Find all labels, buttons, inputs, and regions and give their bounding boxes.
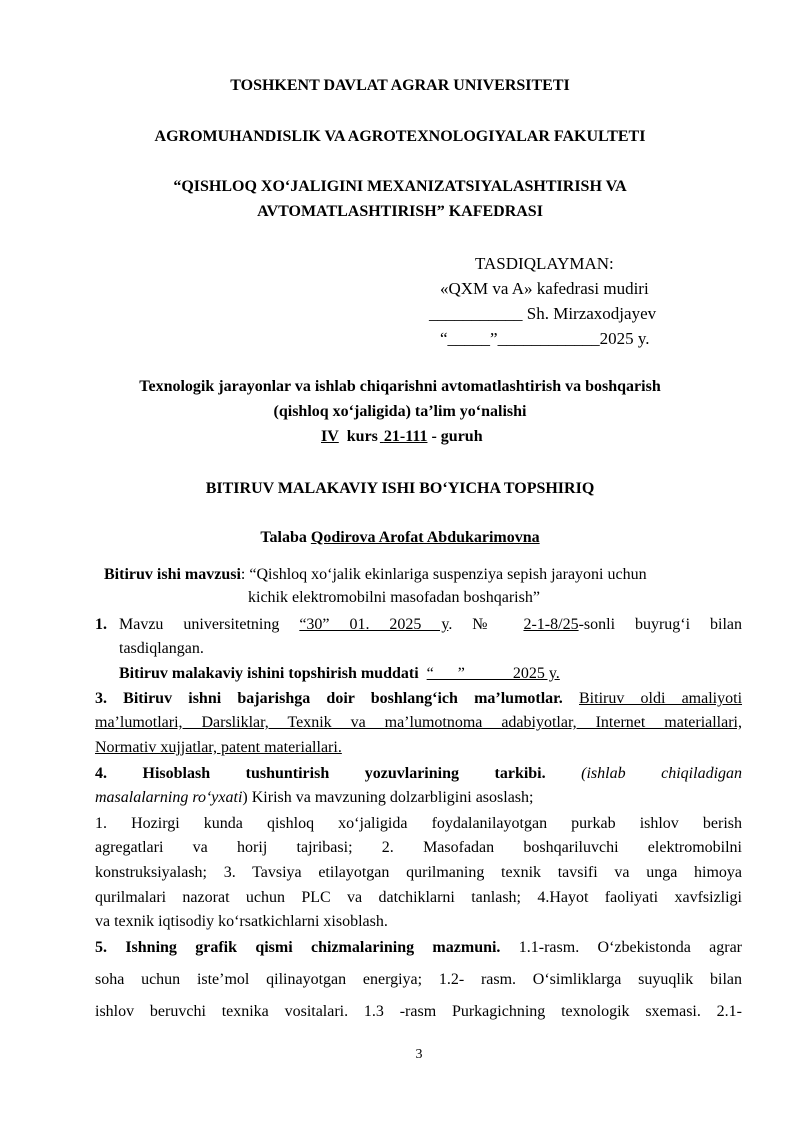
item5-label: 5. Ishning grafik qismi chizmalarining mazmuni. [95,939,501,956]
university-title: TOSHKENT DAVLAT AGRAR UNIVERSITETI [230,77,570,94]
item3-text-line2: ma’lumotlari, Darsliklar, Texnik va ma’lumotnoma adabiyotlar, Internet materiallari, [95,714,742,731]
page-number: 3 [415,1047,423,1062]
student-name: Qodirova Arofat Abdukarimovna [310,529,540,546]
assignment-title: BITIRUV MALAKAVIY ISHI BO‘YICHA TOPSHIRIQ [205,480,595,497]
item4-italic2: masalalarning ro‘yxati [95,789,243,806]
item4-rest2: ) Kirish va mavzuning dolzarbligini asoslash; [242,789,534,806]
item5-text-line1: 1.1-rasm. O‘zbekistonda agrar [518,939,743,956]
faculty-title: AGROMUHANDISLIK VA AGROTEXNOLOGIYALAR FAKULTETI [154,128,646,145]
item5-line1 [95,939,742,957]
item4-line4: agregatlari va horij tajribasi; 2. Masofadan boshqariluvchi elektromobilni [95,839,742,856]
approval-position: «QXM va A» kafedrasi mudiri [440,279,649,298]
item3-line1 [95,690,742,708]
deadline-value: “ ” 2025 y. [426,665,560,682]
item4-line6: qurilmalari nazorat uchun PLC va datchiklarni tanlash; 4.Hayot faoliyati xavfsizligi [95,889,742,906]
order-number: 2-1-8/25 [523,616,579,633]
deadline-line [119,665,560,683]
topic-text-line2: kichik elektromobilni masofadan boshqarish” [248,589,540,606]
program-line1: Texnologik jarayonlar va ishlab chiqarishni avtomatlashtirish va boshqarish [139,378,661,395]
item4-italic1: (ishlab chiqiladigan [581,765,743,782]
approval-title: TASDIQLAYMAN: [475,254,614,273]
item1-number: 1. [95,616,107,633]
topic-label: Bitiruv ishi mavzusi [104,566,241,583]
topic-line1: Bitiruv ishi mavzusi: “Qishloq xo‘jalik ekinlariga suspenziya sepish jarayoni uchun [104,566,647,583]
item5-line2: soha uchun iste’mol qilinayotgan energiya; 1.2- rasm. O‘simliklarga suyuqlik bilan [95,971,742,988]
student-label: Talaba [260,529,307,546]
program-line2: (qishloq xo‘jaligida) ta’lim yo‘nalishi [273,403,527,420]
group-label: - guruh [431,428,483,445]
student-line [0,529,800,547]
item5-line3: ishlov beruvchi texnika vositalari. 1.3 -rasm Purkagichning texnologik sxemasi. 2.1- [95,1003,742,1020]
approval-signature-line: ___________ Sh. Mirzaxodjayev [429,304,657,323]
course-group-line [321,428,483,446]
topic-text-line1: “Qishloq xo‘jalik ekinlariga suspenziya sepish jarayoni uchun [249,566,647,583]
item1-text-a: Mavzu universitetning [119,616,280,633]
item1-line2: tasdiqlangan. [119,640,204,657]
order-date: “30” 01. 2025 y [299,616,449,633]
approval-date-line: “_____”____________2025 y. [440,329,650,348]
item3-text-line3: Normativ xujjatlar, patent materiallari. [95,739,342,756]
course-number: IV [321,428,339,445]
item4-line7: va texnik iqtisodiy ko‘rsatkichlarni xisoblash. [95,913,388,930]
item4-label: 4. Hisoblash tushuntirish yozuvlarining tarkibi. [95,765,546,782]
item1-text-b: . № [448,616,504,633]
item4-line2 [95,789,742,807]
department-title-line1: “QISHLOQ XO‘JALIGINI MEXANIZATSIYALASHTIRISH VA [173,178,627,195]
item3-text-line1: Bitiruv oldi amaliyoti [579,690,743,707]
deadline-label: Bitiruv malakaviy ishini topshirish muddati [119,665,419,682]
item1-text-c: -sonli buyrug‘i bilan [578,616,743,633]
department-title-line2: AVTOMATLASHTIRISH” KAFEDRASI [257,203,543,220]
group-number: 21-111 [383,428,428,445]
item4-line3: 1. Hozirgi kunda qishloq xo‘jaligida foydalanilayotgan purkab ishlov berish [95,815,742,832]
item4-line5: konstruksiyalash; 3. Tavsiya etilayotgan qurilmaning texnik tavsifi va unga himoya [95,864,742,881]
item1-line1 [95,616,742,634]
item4-line1 [95,765,742,783]
item3-label: 3. Bitiruv ishni bajarishga doir boshlang‘ich ma’lumotlar. [95,690,563,707]
course-label: kurs [346,428,378,445]
